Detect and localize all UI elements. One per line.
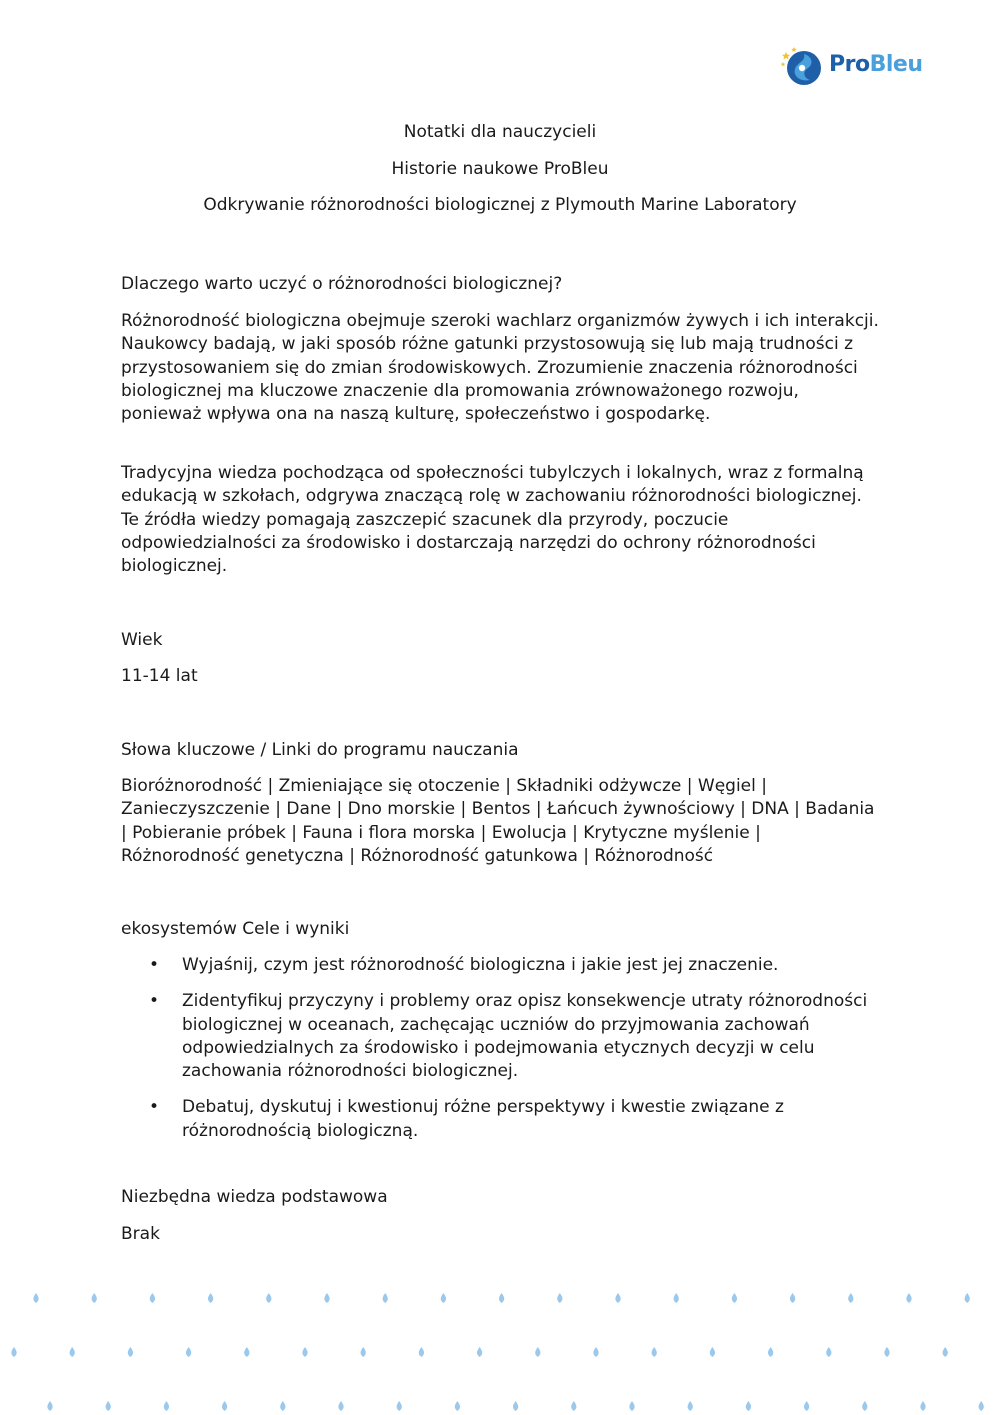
- why-heading: Dlaczego warto uczyć o różnorodności biologicznej?: [121, 274, 563, 294]
- droplet-dot: [615, 1293, 620, 1303]
- probleu-logo: [780, 44, 925, 88]
- droplet-dot: [338, 1401, 343, 1411]
- list-item: [121, 1096, 881, 1143]
- list-item: [121, 990, 881, 1083]
- goal-text: Wyjaśnij, czym jest różnorodność biologiczna i jakie jest jej znaczenie.: [182, 955, 779, 975]
- droplet-dot: [302, 1347, 307, 1357]
- droplet-dot: [804, 1401, 809, 1411]
- droplet-dot: [47, 1401, 52, 1411]
- droplet-dot: [884, 1347, 889, 1357]
- logo-text-pro: Pro: [829, 52, 870, 77]
- droplet-dot: [768, 1347, 773, 1357]
- droplet-dot: [906, 1293, 911, 1303]
- header-line-2: Historie naukowe ProBleu: [391, 158, 609, 179]
- age-heading: Wiek: [121, 630, 163, 650]
- keywords-heading: Słowa kluczowe / Linki do programu nauczania: [121, 740, 519, 760]
- droplet-dot: [920, 1401, 925, 1411]
- age-value: 11-14 lat: [121, 666, 198, 686]
- droplet-dot: [266, 1293, 271, 1303]
- droplet-dot: [244, 1347, 249, 1357]
- droplet-dot: [593, 1347, 598, 1357]
- bullet-mark: •: [149, 1097, 160, 1118]
- droplet-dot: [106, 1401, 111, 1411]
- droplet-dot: [848, 1293, 853, 1303]
- droplet-dot: [222, 1401, 227, 1411]
- why-paragraph-1: Różnorodność biologiczna obejmuje szeroki wachlarz organizmów żywych i ich interakcji. Naukowcy badają, w jaki sposób różne gatunki przystosowują się lub mają trudności z przystosowaniem się do zmian środowiskowych. Zrozumienie znaczenia różnorodności biologicznej ma kluczowe znaczenie dla promowania zrównoważonego rozwoju, ponieważ wpływa ona na naszą kulturę, społeczeństwo i gospodarkę.: [121, 311, 879, 425]
- droplet-dot: [746, 1401, 751, 1411]
- keywords-text: Bioróżnorodność | Zmieniające się otoczenie | Składniki odżywcze | Węgiel | Zanieczyszczenie | Dane | Dno morskie | Bentos | Łańcuch żywnościowy | DNA | Badania | Pobieranie próbek | Fauna i flora morska | Ewolucja | Krytyczne myślenie | Różnorodność genetyczna | Różnorodność gatunkowa | Różnorodność: [121, 776, 875, 866]
- droplet-dot: [455, 1401, 460, 1411]
- droplet-dot: [862, 1401, 867, 1411]
- droplet-dot: [943, 1347, 948, 1357]
- droplet-dot: [965, 1293, 970, 1303]
- droplet-dot: [557, 1293, 562, 1303]
- droplet-dot: [732, 1293, 737, 1303]
- droplet-dot: [688, 1401, 693, 1411]
- droplet-dot: [710, 1347, 715, 1357]
- logo-wordmark: [829, 52, 923, 77]
- droplet-dot: [70, 1347, 75, 1357]
- prereq-heading: Niezbędna wiedza podstawowa: [121, 1187, 388, 1207]
- droplet-dot: [826, 1347, 831, 1357]
- droplet-dot: [324, 1293, 329, 1303]
- why-paragraph-2: Tradycyjna wiedza pochodząca od społeczności tubylczych i lokalnych, wraz z formalną edukacją w szkołach, odgrywa znaczącą rolę w zachowaniu różnorodności biologicznej. Te źródła wiedzy pomagają zaszczepić szacunek dla przyrody, poczucie odpowiedzialności za środowisko i dostarczają narzędzi do ochrony różnorodności biologicznej.: [121, 463, 864, 577]
- droplet-dot: [513, 1401, 518, 1411]
- droplet-dot: [383, 1293, 388, 1303]
- list-item: [121, 954, 881, 977]
- document-header: [0, 120, 1000, 230]
- droplet-dot: [419, 1347, 424, 1357]
- droplet-dot: [477, 1347, 482, 1357]
- droplet-dot: [397, 1401, 402, 1411]
- droplet-dot: [150, 1293, 155, 1303]
- droplet-dot: [790, 1293, 795, 1303]
- goals-list: [121, 954, 881, 1156]
- droplet-dot: [280, 1401, 285, 1411]
- droplet-dot: [164, 1401, 169, 1411]
- droplet-dot: [535, 1347, 540, 1357]
- logo-text-bleu: Bleu: [869, 52, 923, 77]
- goals-heading: ekosystemów Cele i wyniki: [121, 919, 350, 939]
- probleu-swirl-icon: [780, 44, 824, 88]
- decorative-dot-pattern: [0, 1280, 1000, 1415]
- droplet-dot: [629, 1401, 634, 1411]
- droplet-dot: [441, 1293, 446, 1303]
- droplet-dot: [33, 1293, 38, 1303]
- droplet-dot: [674, 1293, 679, 1303]
- droplet-dot: [186, 1347, 191, 1357]
- droplet-dot: [652, 1347, 657, 1357]
- droplet-dot: [361, 1347, 366, 1357]
- prereq-value: Brak: [121, 1224, 160, 1244]
- header-line-1: Notatki dla nauczycieli: [403, 122, 597, 142]
- droplet-dot: [11, 1347, 16, 1357]
- goal-text: Zidentyfikuj przyczyny i problemy oraz opisz konsekwencje utraty różnorodności biologicznej w oceanach, zachęcając uczniów do przyjmowania zachowań odpowiedzialnych za środowisko i podejmowania etycznych decyzji w celu zachowania różnorodności biologicznej.: [182, 991, 868, 1082]
- droplet-dot: [208, 1293, 213, 1303]
- droplet-dot: [92, 1293, 97, 1303]
- goal-text: Debatuj, dyskutuj i kwestionuj różne perspektywy i kwestie związane z różnorodnością biologiczną.: [182, 1097, 784, 1141]
- droplet-dot: [979, 1401, 984, 1411]
- droplet-dot: [128, 1347, 133, 1357]
- droplet-dot: [571, 1401, 576, 1411]
- droplet-dot: [499, 1293, 504, 1303]
- header-line-3: Odkrywanie różnorodności biologicznej z Plymouth Marine Laboratory: [203, 195, 797, 215]
- bullet-mark: •: [149, 991, 160, 1012]
- bullet-mark: •: [149, 955, 160, 975]
